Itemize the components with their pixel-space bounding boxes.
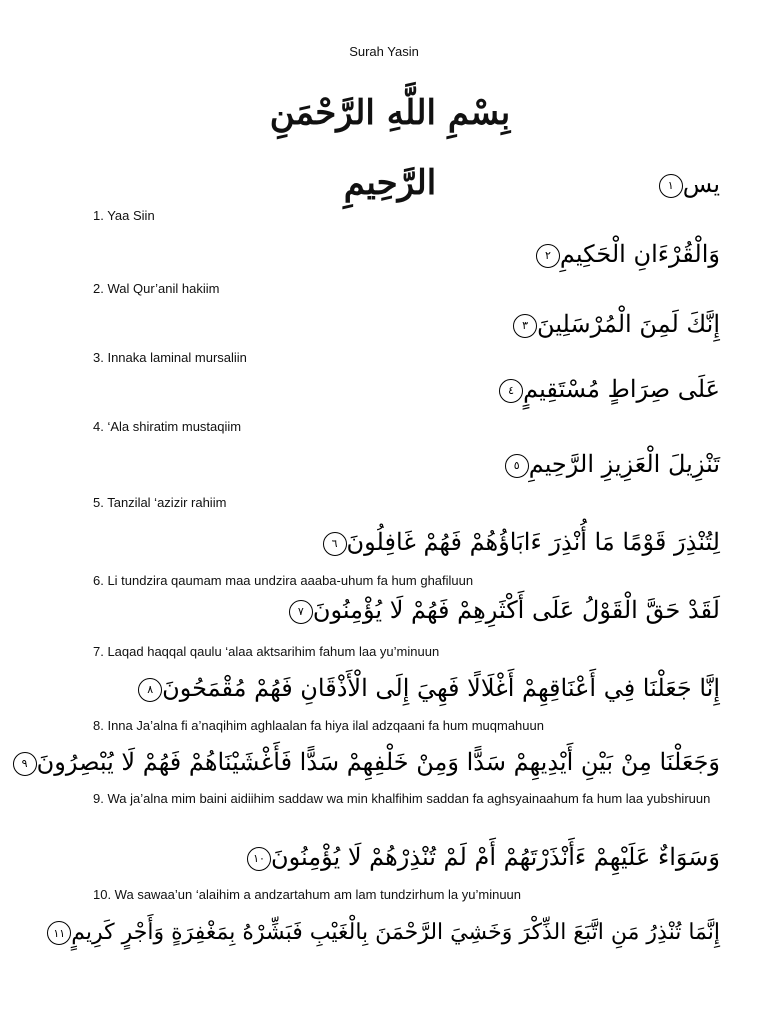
ayah-number-icon: ٧	[289, 600, 313, 624]
arabic-verse-3	[507, 310, 720, 338]
transliteration-2: 2. Wal Qur’anil hakiim	[93, 281, 220, 296]
ayah-number-icon: ١١	[47, 921, 71, 945]
ayah-number-icon: ٤	[499, 379, 523, 403]
arabic-verse-text: وَسَوَاءٌ عَلَيْهِمْ ءَأَنْذَرْتَهُمْ أَمْ لَمْ تُنْذِرْهُمْ لَا يُؤْمِنُونَ	[271, 843, 720, 871]
transliteration-10: 10. Wa sawaa’un ‘alaihim a andzartahum am lam tundzirhum la yu’minuun	[93, 887, 522, 902]
arabic-verse-text: لِتُنْذِرَ قَوْمًا مَا أُنْذِرَ ءَابَاؤُهُمْ فَهُمْ غَافِلُونَ	[346, 528, 720, 556]
arabic-verse-6	[317, 528, 720, 556]
arabic-verse-text: تَنْزِيلَ الْعَزِيزِ الرَّحِيمِ	[528, 450, 720, 478]
ayah-number-icon: ١	[659, 174, 683, 198]
arabic-verse-text: إِنَّكَ لَمِنَ الْمُرْسَلِينَ	[537, 310, 720, 338]
arabic-verse-9	[7, 748, 720, 776]
ayah-number-icon: ٩	[13, 752, 37, 776]
arabic-verse-2	[530, 240, 720, 268]
arabic-verse-text: إِنَّمَا تُنْذِرُ مَنِ اتَّبَعَ الذِّكْرَ وَخَشِيَ الرَّحْمَنَ بِالْغَيْبِ فَبَشِّرْهُ بِمَغْفِرَةٍ وَأَجْرٍ كَرِيمٍ	[71, 920, 720, 945]
arabic-verse-text: عَلَى صِرَاطٍ مُسْتَقِيمٍ	[523, 375, 720, 403]
arabic-verse-text: لَقَدْ حَقَّ الْقَوْلُ عَلَى أَكْثَرِهِمْ فَهُمْ لَا يُؤْمِنُونَ	[312, 596, 720, 624]
ayah-number-icon: ٨	[138, 678, 162, 702]
ayah-number-icon: ٣	[513, 314, 537, 338]
transliteration-1: 1. Yaa Siin	[93, 208, 155, 223]
arabic-verse-11	[41, 920, 720, 945]
transliteration-5: 5. Tanzilal ‘azizir rahiim	[93, 495, 227, 510]
transliteration-3: 3. Innaka laminal mursaliin	[93, 350, 247, 365]
transliteration-4: 4. ‘Ala shiratim mustaqiim	[93, 419, 242, 434]
transliteration-8: 8. Inna Ja’alna fi a’naqihim aghlaalan fa hiya ilal adzqaani fa hum muqmahuun	[93, 718, 544, 733]
ayah-number-icon: ١٠	[247, 847, 271, 871]
arabic-verse-5	[499, 450, 720, 478]
arabic-verse-text: وَجَعَلْنَا مِنْ بَيْنِ أَيْدِيهِمْ سَدًّا وَمِنْ خَلْفِهِمْ سَدًّا فَأَغْشَيْنَاهُمْ فَهُمْ لَا يُبْصِرُونَ	[36, 748, 720, 776]
arabic-verse-4	[493, 375, 720, 403]
page-title: Surah Yasin	[349, 44, 419, 59]
ayah-number-icon: ٥	[505, 454, 529, 478]
arabic-verse-10	[241, 843, 720, 871]
basmala-calligraphy: بِسْمِ اللَّهِ الرَّحْمَنِ الرَّحِيمِ	[269, 93, 511, 203]
arabic-verse-7	[283, 596, 720, 624]
ayah-number-icon: ٦	[323, 532, 347, 556]
transliteration-7: 7. Laqad haqqal qaulu ‘alaa aktsarihim fahum laa yu’minuun	[93, 644, 440, 659]
arabic-verse-text: إِنَّا جَعَلْنَا فِي أَعْنَاقِهِمْ أَغْلَالًا فَهِيَ إِلَى الْأَذْقَانِ فَهُمْ مُقْمَحُونَ	[162, 674, 720, 702]
arabic-verse-1	[653, 170, 720, 198]
transliteration-9: 9. Wa ja’alna mim baini aidiihim saddaw wa min khalfihim saddan fa aghsyainaahum fa hum laa yubshiruun	[93, 791, 711, 806]
ayah-number-icon: ٢	[536, 244, 560, 268]
arabic-verse-text: يس	[682, 170, 720, 198]
arabic-verse-8	[132, 674, 720, 702]
arabic-verse-text: وَالْقُرْءَانِ الْحَكِيمِ	[559, 240, 720, 268]
transliteration-6: 6. Li tundzira qaumam maa undzira aaaba-uhum fa hum ghafiluun	[93, 573, 474, 588]
